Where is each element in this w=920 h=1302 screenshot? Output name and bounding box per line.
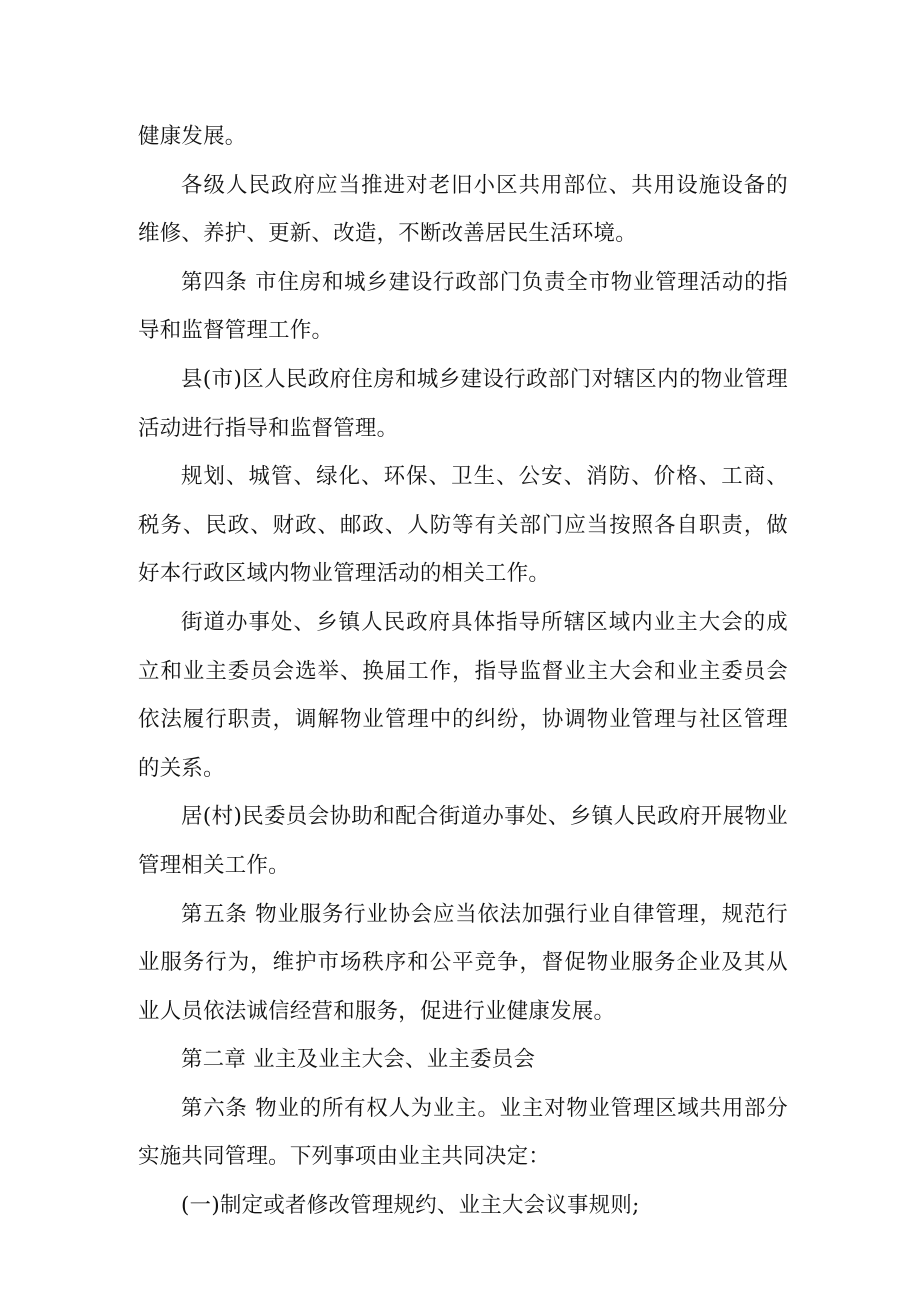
paragraph-old-community-renovation: 各级人民政府应当推进对老旧小区共用部位、共用设施设备的维修、养护、更新、改造，不断改善居民生活环境。 <box>138 172 788 247</box>
list-item-1: (一)制定或者修改管理规约、业主大会议事规则; <box>181 1193 640 1219</box>
paragraph-departments-duties: 规划、城管、绿化、环保、卫生、公安、消防、价格、工商、税务、民政、财政、邮政、人防等有关部门应当按照各自职责，做好本行政区域内物业管理活动的相关工作。 <box>138 464 788 587</box>
document-body <box>138 113 788 1231</box>
article-4: 第四条 市住房和城乡建设行政部门负责全市物业管理活动的指导和监督管理工作。 <box>138 269 788 344</box>
paragraph-continuation: 健康发展。 <box>138 124 247 149</box>
paragraph-district-supervision: 县(市)区人民政府住房和城乡建设行政部门对辖区内的物业管理活动进行指导和监督管理。 <box>138 366 788 441</box>
article-5: 第五条 物业服务行业协会应当依法加强行业自律管理，规范行业服务行为，维护市场秩序和公平竞争，督促物业服务企业及其从业人员依法诚信经营和服务，促进行业健康发展。 <box>138 901 788 1024</box>
chapter-2-heading: 第二章 业主及业主大会、业主委员会 <box>181 1047 536 1073</box>
paragraph-street-office-guidance: 街道办事处、乡镇人民政府具体指导所辖区域内业主大会的成立和业主委员会选举、换届工作，指导监督业主大会和业主委员会依法履行职责，调解物业管理中的纠纷，协调物业管理与社区管理的关系。 <box>138 609 788 781</box>
paragraph-residents-committee: 居(村)民委员会协助和配合街道办事处、乡镇人民政府开展物业管理相关工作。 <box>138 804 788 878</box>
article-6: 第六条 物业的所有权人为业主。业主对物业管理区域共用部分实施共同管理。下列事项由业主共同决定： <box>138 1095 788 1170</box>
